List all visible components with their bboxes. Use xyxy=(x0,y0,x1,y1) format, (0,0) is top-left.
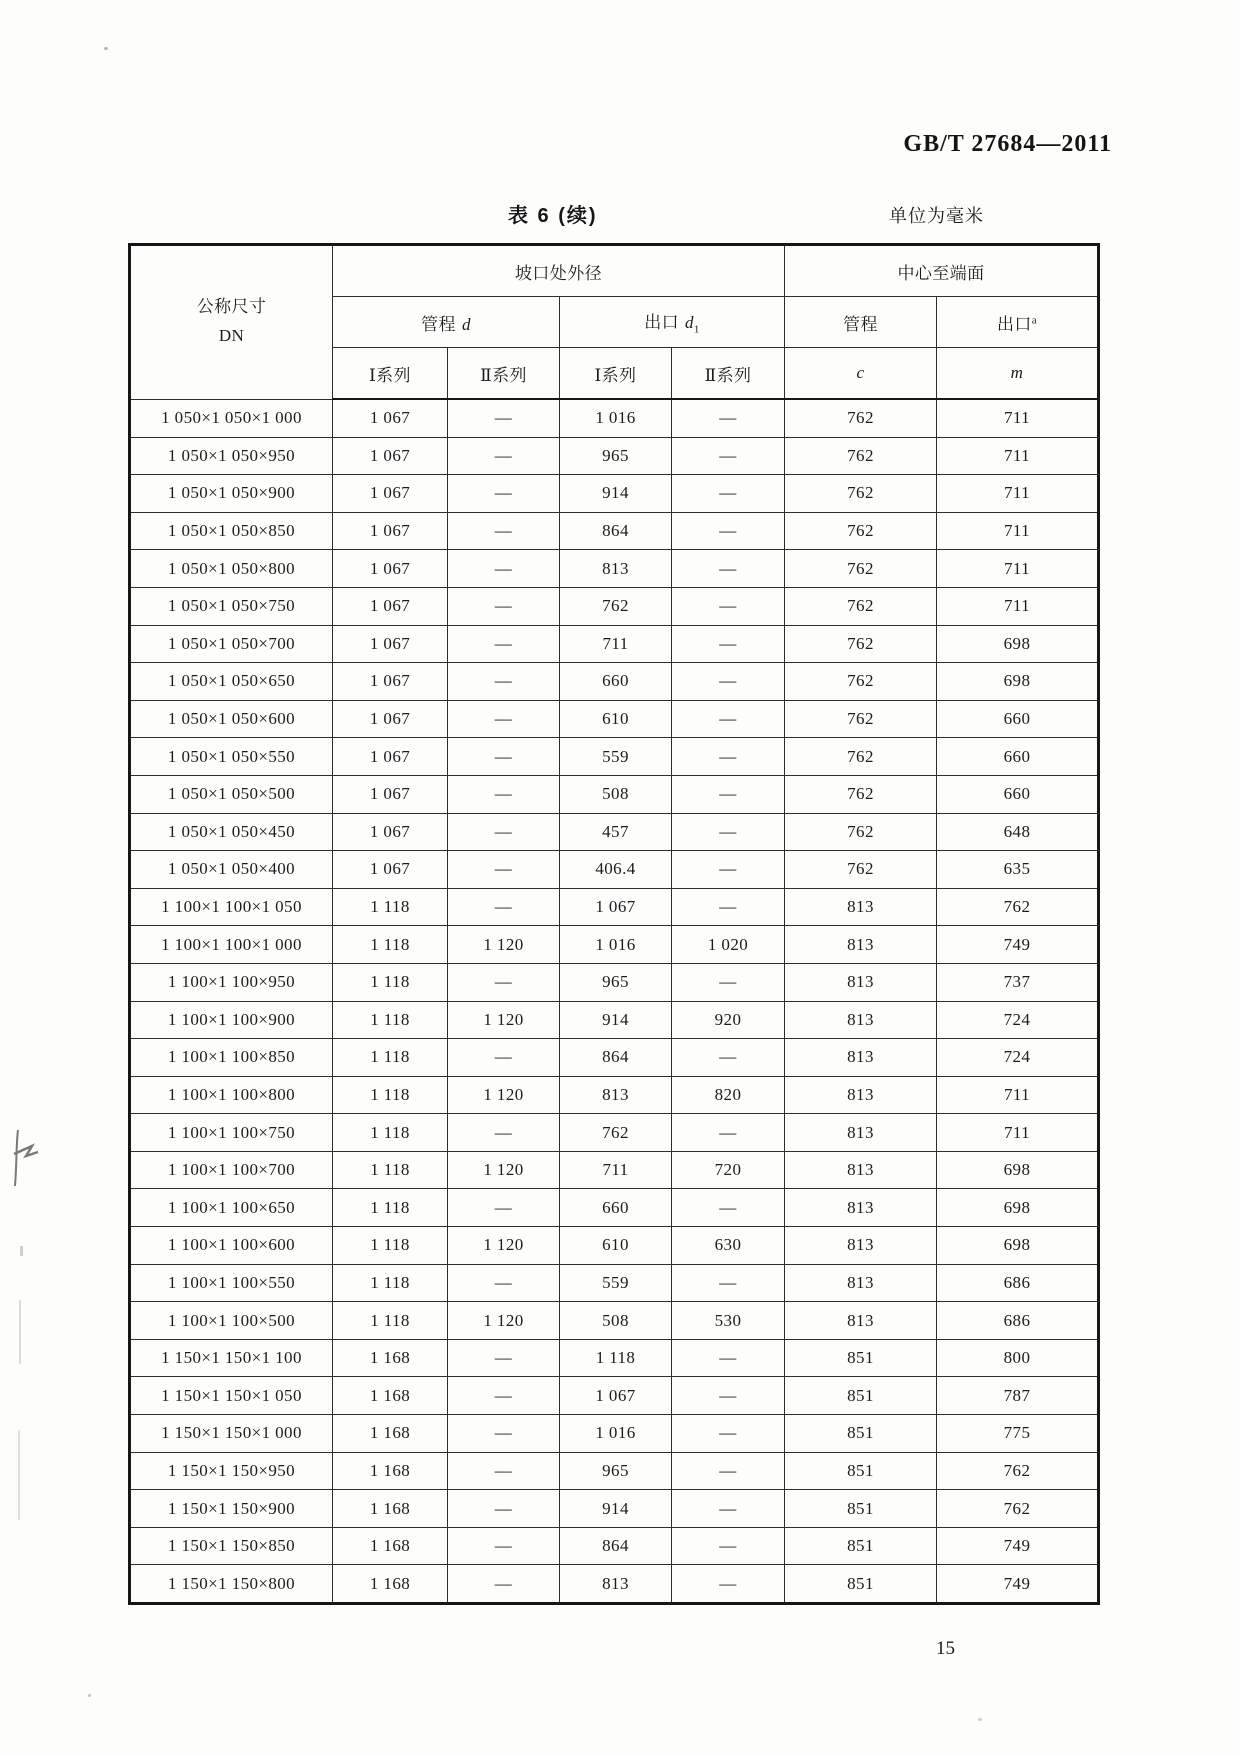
dn-cell: 1 050×1 050×650 xyxy=(130,663,333,701)
value-cell: 1 067 xyxy=(333,437,448,475)
value-cell: 762 xyxy=(785,399,937,437)
value-cell: 762 xyxy=(560,1114,672,1152)
scan-mark xyxy=(18,1430,20,1520)
value-cell: 1 118 xyxy=(333,1114,448,1152)
value-cell: 1 118 xyxy=(333,1039,448,1077)
value-cell: 914 xyxy=(560,475,672,513)
value-cell: 813 xyxy=(560,1076,672,1114)
table-header xyxy=(130,245,1099,400)
value-cell: — xyxy=(672,1377,785,1415)
dn-cell: 1 100×1 100×650 xyxy=(130,1189,333,1227)
value-cell: 1 067 xyxy=(560,888,672,926)
value-cell: 749 xyxy=(937,1565,1099,1604)
value-cell: — xyxy=(448,437,560,475)
dn-cell: 1 100×1 100×700 xyxy=(130,1151,333,1189)
value-cell: — xyxy=(672,663,785,701)
value-cell: 762 xyxy=(785,512,937,550)
value-cell: 1 067 xyxy=(333,512,448,550)
dn-cell: 1 050×1 050×450 xyxy=(130,813,333,851)
value-cell: 762 xyxy=(785,550,937,588)
dn-cell: 1 050×1 050×800 xyxy=(130,550,333,588)
outlet-label: 出口 xyxy=(644,313,679,333)
value-cell: — xyxy=(448,1565,560,1604)
table-row xyxy=(130,663,1099,701)
value-cell: 1 118 xyxy=(560,1339,672,1377)
value-cell: — xyxy=(448,1114,560,1152)
value-cell: 1 168 xyxy=(333,1527,448,1565)
value-cell: — xyxy=(448,851,560,889)
value-cell: — xyxy=(672,1189,785,1227)
value-cell: 406.4 xyxy=(560,851,672,889)
value-cell: 1 067 xyxy=(333,738,448,776)
table-row xyxy=(130,1264,1099,1302)
value-cell: 1 168 xyxy=(333,1452,448,1490)
value-cell: — xyxy=(448,625,560,663)
page-number: 15 xyxy=(936,1638,955,1659)
value-cell: — xyxy=(448,738,560,776)
value-cell: 711 xyxy=(560,625,672,663)
value-cell: 1 067 xyxy=(333,663,448,701)
table-row xyxy=(130,775,1099,813)
value-cell: 1 118 xyxy=(333,1264,448,1302)
value-cell: — xyxy=(448,1264,560,1302)
header-tube-series-2: Ⅱ系列 xyxy=(448,348,560,400)
value-cell: 711 xyxy=(560,1151,672,1189)
dn-cell: 1 100×1 100×1 050 xyxy=(130,888,333,926)
value-cell: 762 xyxy=(785,775,937,813)
value-cell: — xyxy=(672,813,785,851)
table-row xyxy=(130,926,1099,964)
var-d1: $d_1$ xyxy=(685,313,700,336)
value-cell: — xyxy=(448,587,560,625)
dn-cell: 1 050×1 050×550 xyxy=(130,738,333,776)
value-cell: — xyxy=(672,1114,785,1152)
value-cell: 1 120 xyxy=(448,1151,560,1189)
value-cell: — xyxy=(672,1527,785,1565)
value-cell: 762 xyxy=(785,663,937,701)
dn-cell: 1 150×1 150×950 xyxy=(130,1452,333,1490)
value-cell: 635 xyxy=(937,851,1099,889)
value-cell: 711 xyxy=(937,437,1099,475)
value-cell: 1 016 xyxy=(560,1415,672,1453)
value-cell: 530 xyxy=(672,1302,785,1340)
value-cell: 559 xyxy=(560,1264,672,1302)
header-var-c: c xyxy=(785,348,937,400)
value-cell: — xyxy=(672,1452,785,1490)
scan-mark xyxy=(19,1300,21,1364)
value-cell: — xyxy=(672,1565,785,1604)
dn-cell: 1 050×1 050×1 000 xyxy=(130,399,333,437)
value-cell: — xyxy=(448,775,560,813)
table-row xyxy=(130,1565,1099,1604)
value-cell: 762 xyxy=(785,738,937,776)
value-cell: — xyxy=(448,1039,560,1077)
table-row xyxy=(130,475,1099,513)
value-cell: 711 xyxy=(937,475,1099,513)
value-cell: 851 xyxy=(785,1452,937,1490)
value-cell: 851 xyxy=(785,1415,937,1453)
value-cell: — xyxy=(448,475,560,513)
scan-mark xyxy=(20,1246,23,1256)
value-cell: 920 xyxy=(672,1001,785,1039)
table-row xyxy=(130,550,1099,588)
value-cell: — xyxy=(448,399,560,437)
value-cell: 1 118 xyxy=(333,963,448,1001)
footnote-marker-a: a xyxy=(1031,313,1038,326)
table-row xyxy=(130,1076,1099,1114)
value-cell: — xyxy=(448,1452,560,1490)
value-cell: 762 xyxy=(785,475,937,513)
value-cell: — xyxy=(672,437,785,475)
value-cell: 1 120 xyxy=(448,1302,560,1340)
value-cell: 851 xyxy=(785,1527,937,1565)
value-cell: 762 xyxy=(785,813,937,851)
value-cell: 1 120 xyxy=(448,1076,560,1114)
value-cell: 1 067 xyxy=(333,851,448,889)
value-cell: 965 xyxy=(560,963,672,1001)
value-cell: 851 xyxy=(785,1377,937,1415)
value-cell: 1 168 xyxy=(333,1339,448,1377)
header-tube-c-group: 管程 xyxy=(785,297,937,348)
value-cell: 762 xyxy=(560,587,672,625)
value-cell: 724 xyxy=(937,1039,1099,1077)
table-row xyxy=(130,587,1099,625)
var-d: d xyxy=(461,314,471,334)
value-cell: 1 016 xyxy=(560,926,672,964)
value-cell: — xyxy=(672,475,785,513)
value-cell: 1 067 xyxy=(333,775,448,813)
value-cell: — xyxy=(672,512,785,550)
header-outlet-m-group xyxy=(937,297,1099,348)
value-cell: 648 xyxy=(937,813,1099,851)
value-cell: — xyxy=(672,1415,785,1453)
value-cell: 1 118 xyxy=(333,1227,448,1265)
value-cell: 610 xyxy=(560,700,672,738)
dn-cell: 1 050×1 050×750 xyxy=(130,587,333,625)
value-cell: 1 168 xyxy=(333,1415,448,1453)
header-nominal-size-label: 公称尺寸 xyxy=(196,297,267,317)
value-cell: 775 xyxy=(937,1415,1099,1453)
dn-cell: 1 100×1 100×850 xyxy=(130,1039,333,1077)
table-row xyxy=(130,399,1099,437)
dn-cell: 1 100×1 100×750 xyxy=(130,1114,333,1152)
value-cell: 851 xyxy=(785,1490,937,1528)
value-cell: 1 118 xyxy=(333,888,448,926)
value-cell: 1 120 xyxy=(448,1227,560,1265)
value-cell: — xyxy=(448,1490,560,1528)
value-cell: 1 067 xyxy=(560,1377,672,1415)
table-title: 表 6 (续) xyxy=(508,205,598,227)
value-cell: — xyxy=(448,1527,560,1565)
table-body xyxy=(130,399,1099,1604)
header-row-groups xyxy=(130,245,1099,297)
value-cell: 559 xyxy=(560,738,672,776)
value-cell: — xyxy=(672,1039,785,1077)
table-row xyxy=(130,888,1099,926)
table-row xyxy=(130,1302,1099,1340)
dn-cell: 1 100×1 100×800 xyxy=(130,1076,333,1114)
value-cell: 762 xyxy=(937,888,1099,926)
dn-cell: 1 100×1 100×900 xyxy=(130,1001,333,1039)
value-cell: — xyxy=(672,963,785,1001)
value-cell: 1 168 xyxy=(333,1377,448,1415)
value-cell: 630 xyxy=(672,1227,785,1265)
value-cell: — xyxy=(448,550,560,588)
value-cell: 720 xyxy=(672,1151,785,1189)
value-cell: 965 xyxy=(560,437,672,475)
value-cell: 1 120 xyxy=(448,1001,560,1039)
value-cell: 610 xyxy=(560,1227,672,1265)
value-cell: 660 xyxy=(560,663,672,701)
value-cell: — xyxy=(672,1490,785,1528)
value-cell: — xyxy=(448,1189,560,1227)
table-row xyxy=(130,625,1099,663)
value-cell: 1 067 xyxy=(333,625,448,663)
table-row xyxy=(130,1114,1099,1152)
header-tube-series-1: Ⅰ系列 xyxy=(333,348,448,400)
value-cell: 457 xyxy=(560,813,672,851)
value-cell: 686 xyxy=(937,1264,1099,1302)
value-cell: 914 xyxy=(560,1001,672,1039)
value-cell: 914 xyxy=(560,1490,672,1528)
value-cell: 813 xyxy=(785,1151,937,1189)
dn-cell: 1 100×1 100×1 000 xyxy=(130,926,333,964)
value-cell: 660 xyxy=(560,1189,672,1227)
value-cell: 698 xyxy=(937,663,1099,701)
dn-cell: 1 150×1 150×900 xyxy=(130,1490,333,1528)
value-cell: 813 xyxy=(785,1039,937,1077)
value-cell: — xyxy=(448,813,560,851)
value-cell: 1 067 xyxy=(333,700,448,738)
value-cell: — xyxy=(448,663,560,701)
dn-cell: 1 150×1 150×1 100 xyxy=(130,1339,333,1377)
dn-cell: 1 050×1 050×400 xyxy=(130,851,333,889)
value-cell: 1 020 xyxy=(672,926,785,964)
header-dn-label: DN xyxy=(218,326,245,346)
unit-note: 单位为毫米 xyxy=(889,206,984,226)
value-cell: 711 xyxy=(937,587,1099,625)
value-cell: — xyxy=(448,1377,560,1415)
table-row xyxy=(130,1339,1099,1377)
value-cell: — xyxy=(448,1339,560,1377)
table-row xyxy=(130,1415,1099,1453)
value-cell: 813 xyxy=(785,1227,937,1265)
table-row xyxy=(130,738,1099,776)
dn-cell: 1 100×1 100×600 xyxy=(130,1227,333,1265)
table-row xyxy=(130,851,1099,889)
value-cell: 1 118 xyxy=(333,1001,448,1039)
dn-cell: 1 150×1 150×800 xyxy=(130,1565,333,1604)
value-cell: 1 016 xyxy=(560,399,672,437)
value-cell: — xyxy=(672,700,785,738)
header-bevel-outer-diameter: 坡口处外径 xyxy=(333,245,785,297)
value-cell: — xyxy=(672,399,785,437)
value-cell: 711 xyxy=(937,512,1099,550)
table-row xyxy=(130,1151,1099,1189)
table-row xyxy=(130,1527,1099,1565)
table-row xyxy=(130,1227,1099,1265)
value-cell: 749 xyxy=(937,1527,1099,1565)
header-var-m: m xyxy=(937,348,1099,400)
value-cell: 1 118 xyxy=(333,1189,448,1227)
value-cell: 762 xyxy=(785,625,937,663)
value-cell: 762 xyxy=(937,1452,1099,1490)
value-cell: — xyxy=(448,888,560,926)
value-cell: 686 xyxy=(937,1302,1099,1340)
table-row xyxy=(130,700,1099,738)
value-cell: 1 067 xyxy=(333,550,448,588)
value-cell: — xyxy=(672,851,785,889)
value-cell: 813 xyxy=(785,888,937,926)
value-cell: 1 120 xyxy=(448,926,560,964)
value-cell: 1 067 xyxy=(333,399,448,437)
value-cell: 864 xyxy=(560,512,672,550)
table-row xyxy=(130,1001,1099,1039)
dn-cell: 1 150×1 150×1 000 xyxy=(130,1415,333,1453)
value-cell: 698 xyxy=(937,1227,1099,1265)
value-cell: 1 067 xyxy=(333,587,448,625)
value-cell: 762 xyxy=(785,851,937,889)
scan-mark xyxy=(88,1694,91,1697)
table-row xyxy=(130,1452,1099,1490)
dn-cell: 1 100×1 100×950 xyxy=(130,963,333,1001)
value-cell: 737 xyxy=(937,963,1099,1001)
dn-cell: 1 150×1 150×850 xyxy=(130,1527,333,1565)
table-row xyxy=(130,963,1099,1001)
value-cell: — xyxy=(448,963,560,1001)
value-cell: 813 xyxy=(560,550,672,588)
value-cell: 1 168 xyxy=(333,1565,448,1604)
table-row xyxy=(130,813,1099,851)
value-cell: 508 xyxy=(560,775,672,813)
value-cell: 965 xyxy=(560,1452,672,1490)
value-cell: — xyxy=(672,625,785,663)
value-cell: 698 xyxy=(937,625,1099,663)
value-cell: 813 xyxy=(785,1189,937,1227)
table-row xyxy=(130,437,1099,475)
value-cell: 851 xyxy=(785,1565,937,1604)
value-cell: 762 xyxy=(785,700,937,738)
table-row xyxy=(130,1490,1099,1528)
value-cell: — xyxy=(448,1415,560,1453)
value-cell: — xyxy=(672,1264,785,1302)
tube-label: 管程 xyxy=(421,314,456,334)
value-cell: 813 xyxy=(785,1114,937,1152)
value-cell: 711 xyxy=(937,399,1099,437)
value-cell: 851 xyxy=(785,1339,937,1377)
value-cell: — xyxy=(672,550,785,588)
table-row xyxy=(130,1039,1099,1077)
value-cell: — xyxy=(672,888,785,926)
value-cell: 762 xyxy=(785,437,937,475)
dn-cell: 1 050×1 050×600 xyxy=(130,700,333,738)
dn-cell: 1 050×1 050×850 xyxy=(130,512,333,550)
value-cell: 1 118 xyxy=(333,1151,448,1189)
value-cell: 813 xyxy=(785,1076,937,1114)
standard-number: GB/T 27684—2011 xyxy=(903,131,1112,157)
value-cell: — xyxy=(448,700,560,738)
value-cell: 864 xyxy=(560,1527,672,1565)
value-cell: 813 xyxy=(785,1264,937,1302)
value-cell: 813 xyxy=(785,926,937,964)
value-cell: 762 xyxy=(937,1490,1099,1528)
value-cell: 1 118 xyxy=(333,926,448,964)
dn-cell: 1 150×1 150×1 050 xyxy=(130,1377,333,1415)
table-row xyxy=(130,1377,1099,1415)
dn-cell: 1 100×1 100×550 xyxy=(130,1264,333,1302)
value-cell: 820 xyxy=(672,1076,785,1114)
value-cell: 749 xyxy=(937,926,1099,964)
value-cell: 660 xyxy=(937,775,1099,813)
value-cell: 800 xyxy=(937,1339,1099,1377)
value-cell: 787 xyxy=(937,1377,1099,1415)
header-tube-d xyxy=(333,297,560,348)
dn-cell: 1 050×1 050×950 xyxy=(130,437,333,475)
value-cell: 1 067 xyxy=(333,813,448,851)
value-cell: 508 xyxy=(560,1302,672,1340)
dn-cell: 1 100×1 100×500 xyxy=(130,1302,333,1340)
value-cell: 813 xyxy=(560,1565,672,1604)
value-cell: 711 xyxy=(937,550,1099,588)
value-cell: 813 xyxy=(785,1001,937,1039)
value-cell: — xyxy=(672,738,785,776)
value-cell: 1 118 xyxy=(333,1302,448,1340)
dn-cell: 1 050×1 050×500 xyxy=(130,775,333,813)
scan-mark xyxy=(104,47,108,50)
outlet-label: 出口 xyxy=(996,314,1032,334)
value-cell: 813 xyxy=(785,1302,937,1340)
value-cell: 660 xyxy=(937,738,1099,776)
value-cell: 762 xyxy=(785,587,937,625)
value-cell: 1 118 xyxy=(333,1076,448,1114)
value-cell: 1 168 xyxy=(333,1490,448,1528)
value-cell: 711 xyxy=(937,1076,1099,1114)
dn-cell: 1 050×1 050×900 xyxy=(130,475,333,513)
header-outlet-d1 xyxy=(560,297,785,348)
value-cell: 813 xyxy=(785,963,937,1001)
header-outlet-series-2: Ⅱ系列 xyxy=(672,348,785,400)
header-nominal-size xyxy=(130,245,333,400)
value-cell: — xyxy=(672,1339,785,1377)
table-row xyxy=(130,1189,1099,1227)
value-cell: 1 067 xyxy=(333,475,448,513)
table-row xyxy=(130,512,1099,550)
value-cell: 711 xyxy=(937,1114,1099,1152)
value-cell: 698 xyxy=(937,1189,1099,1227)
value-cell: — xyxy=(672,587,785,625)
value-cell: 724 xyxy=(937,1001,1099,1039)
scan-mark xyxy=(8,1126,42,1190)
header-center-to-end-face: 中心至端面 xyxy=(785,245,1099,297)
value-cell: — xyxy=(672,775,785,813)
scan-mark xyxy=(978,1718,982,1721)
value-cell: 660 xyxy=(937,700,1099,738)
header-outlet-series-1: Ⅰ系列 xyxy=(560,348,672,400)
value-cell: 864 xyxy=(560,1039,672,1077)
dimensions-table xyxy=(128,243,1100,1605)
value-cell: — xyxy=(448,512,560,550)
value-cell: 698 xyxy=(937,1151,1099,1189)
dn-cell: 1 050×1 050×700 xyxy=(130,625,333,663)
